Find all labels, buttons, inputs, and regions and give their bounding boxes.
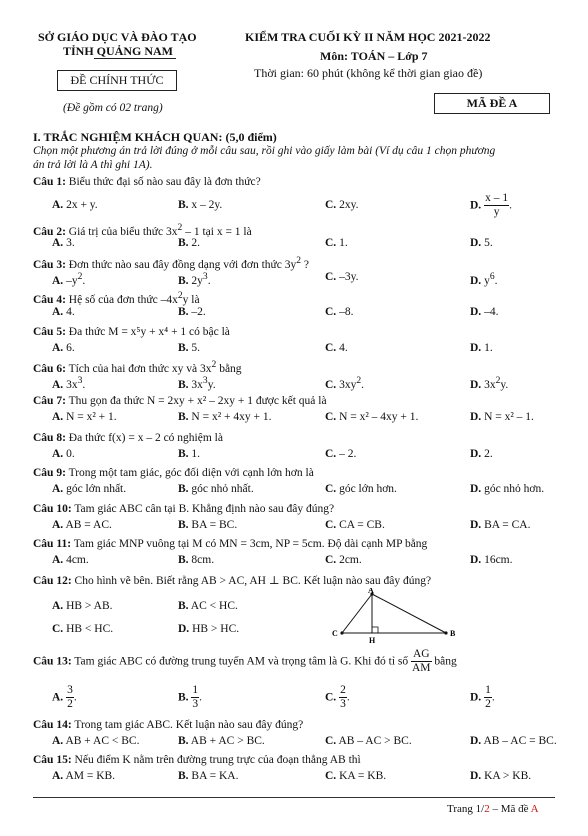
q8-option-c: C. – 2. [325,448,357,460]
q9-option-b: B. góc nhỏ nhất. [178,483,254,495]
q7-option-c: C. N = x² – 4xy + 1. [325,411,419,423]
q6-option-b: B. $3x^3y$. [178,375,216,391]
q7-option-a: A. N = x² + 1. [52,411,117,423]
q9-option-a: A. góc lớn nhất. [52,483,127,495]
q7-option-b: B. N = x² + 4xy + 1. [178,411,272,423]
question-8: Câu 8: Đa thức f(x) = x – 2 có nghiệm là [33,432,223,444]
question-13: Câu 13: Tam giác ABC có đường trung tuyến AM và trọng tâm là G. Khi đó tỉ số $\frac{AG}{AM}$ bằng [33,648,457,675]
q6-option-a: A. $3x^3$. [52,375,86,391]
pages-note: (Đề gồm có 02 trang) [63,102,163,114]
label-h: H [369,636,376,645]
q12-option-d: D. HB > HC. [178,623,240,635]
q8-option-b: B. 1. [178,448,201,460]
exam-code: MÃ ĐỀ A [466,96,518,110]
q1-option-c: C. 2xy. [325,199,359,211]
q2-option-d: D. 5. [470,237,493,249]
exam-code-box [434,93,550,114]
q1-fraction: $\frac{x - 1}{y}$ [485,192,509,219]
q4-option-d: D. –4. [470,306,499,318]
q1-option-d: D. $\frac{x - 1}{y}$ . [470,192,512,219]
q13-ratio: $\frac{AG}{AM}$ [412,648,431,675]
label-a: A [368,588,374,595]
q11-option-d: D. 16cm. [470,554,513,566]
instruction-line-1: Chọn một phương án trả lời đúng ở mỗi câu sau, rồi ghi vào giấy làm bài (Ví dụ câu 1 chọn phương [33,145,496,157]
q2-option-b: B. 2. [178,237,201,249]
q5-option-b: B. 5. [178,342,201,354]
question-2: Câu 2: Giá trị của biểu thức $3x^2 - 1$ tại x = 1 là [33,222,252,238]
q11-option-b: B. 8cm. [178,554,215,566]
side-ca [342,594,372,633]
q3-option-c: C. –3y. [325,271,359,283]
question-7: Câu 7: Thu gọn đa thức N = 2xy + x² – 2xy + 1 được kết quả là [33,395,327,407]
q5-option-a: A. 6. [52,342,75,354]
q15-option-c: C. KA = KB. [325,770,387,782]
q10-option-b: B. BA = BC. [178,519,238,531]
q15-option-b: B. BA = KA. [178,770,239,782]
question-10: Câu 10: Tam giác ABC cân tại B. Khẳng định nào sau đây đúng? [33,503,335,515]
q14-option-b: B. AB + AC > BC. [178,735,265,747]
q10-option-d: D. BA = CA. [470,519,531,531]
section-title: I. TRẮC NGHIỆM KHÁCH QUAN: (5,0 điểm) [33,130,277,144]
q4-option-a: A. 4. [52,306,75,318]
point-c [340,631,343,634]
q15-option-d: D. KA > KB. [470,770,532,782]
right-angle-mark [372,627,378,633]
q13-option-a: A. $\frac{3}{2}$ . [52,684,77,711]
question-3: Câu 3: Đơn thức nào sau đây đồng dạng với đơn thức $3y^2$ ? [33,255,310,271]
q9-option-c: C. góc lớn hơn. [325,483,397,495]
q3-option-b: B. $2y^3$. [178,271,211,287]
q12-option-c: C. HB < HC. [52,623,114,635]
instruction-line-2: án trả lời là A thì ghi 1A). [33,159,153,171]
q12-option-b: B. AC < HC. [178,600,238,612]
question-6: Câu 6: Tích của hai đơn thức xy và $3x^2$ bằng [33,359,242,375]
q11-option-c: C. 2cm. [325,554,362,566]
q13-option-d: D. $\frac{1}{2}$ . [470,684,495,711]
footer-rule [33,797,555,798]
page-footer: Trang 1/2 – Mã đề A [447,803,539,815]
q5-option-c: C. 4. [325,342,348,354]
subject: Môn: TOÁN – Lớp 7 [320,49,428,63]
official-label: ĐỀ CHÍNH THỨC [70,73,164,87]
label-b: B [450,629,456,638]
side-ab [372,594,446,633]
q9-option-d: D. góc nhỏ hơn. [470,483,545,495]
official-label-box [57,70,177,91]
question-1: Câu 1: Biểu thức đại số nào sau đây là đơn thức? [33,176,261,188]
q12-option-a: A. HB > AB. [52,600,113,612]
question-4: Câu 4: Hệ số của đơn thức $-4x^2y$ là [33,290,200,306]
q1-option-a: A. 2x + y. [52,199,98,211]
dept-line-2: TỈNH QUẢNG NAM [63,44,173,58]
q7-option-d: D. N = x² – 1. [470,411,534,423]
q2-option-a: A. 3. [52,237,75,249]
triangle-figure [328,588,460,650]
q14-option-d: D. AB – AC = BC. [470,735,557,747]
q11-option-a: A. 4cm. [52,554,89,566]
label-c: C [332,629,338,638]
q15-option-a: A. AM = KB. [52,770,116,782]
q14-option-a: A. AB + AC < BC. [52,735,140,747]
question-12: Câu 12: Cho hình vẽ bên. Biết rằng AB > AC, AH ⊥ BC. Kết luận nào sau đây đúng? [33,575,432,587]
question-15: Câu 15: Nếu điểm K nằm trên đường trung trực của đoạn thẳng AB thì [33,754,361,766]
exam-title: KIỂM TRA CUỐI KỲ II NĂM HỌC 2021-2022 [245,30,491,44]
q6-option-d: D. $3x^2y$. [470,375,509,391]
dept-line-1: SỞ GIÁO DỤC VÀ ĐÀO TẠO [38,30,197,44]
q3-option-d: D. $y^6$. [470,271,498,287]
q3-option-a: A. $-y^2$. [52,271,86,287]
q10-option-c: C. CA = CB. [325,519,385,531]
point-b [444,631,447,634]
q13-option-b: B. $\frac{1}{3}$ . [178,684,203,711]
q14-option-c: C. AB – AC > BC. [325,735,412,747]
q10-option-a: A. AB = AC. [52,519,112,531]
time-note: Thời gian: 60 phút (không kể thời gian giao đề) [254,66,483,80]
question-5: Câu 5: Đa thức M = x⁵y + x⁴ + 1 có bậc là [33,326,230,338]
question-14: Câu 14: Trong tam giác ABC. Kết luận nào sau đây đúng? [33,719,304,731]
q13-option-c: C. $\frac{2}{3}$ . [325,684,350,711]
q4-option-c: C. –8. [325,306,354,318]
question-9: Câu 9: Trong một tam giác, góc đối diện với cạnh lớn hơn là [33,467,314,479]
q5-option-d: D. 1. [470,342,493,354]
header-divider [94,58,176,59]
q2-option-c: C. 1. [325,237,348,249]
q6-option-c: C. $3xy^2$. [325,375,364,391]
q8-option-d: D. 2. [470,448,493,460]
q8-option-a: A. 0. [52,448,75,460]
q4-option-b: B. –2. [178,306,206,318]
question-11: Câu 11: Tam giác MNP vuông tại M có MN = 3cm, NP = 5cm. Độ dài cạnh MP bằng [33,538,428,550]
q1-option-b: B. x – 2y. [178,199,223,211]
